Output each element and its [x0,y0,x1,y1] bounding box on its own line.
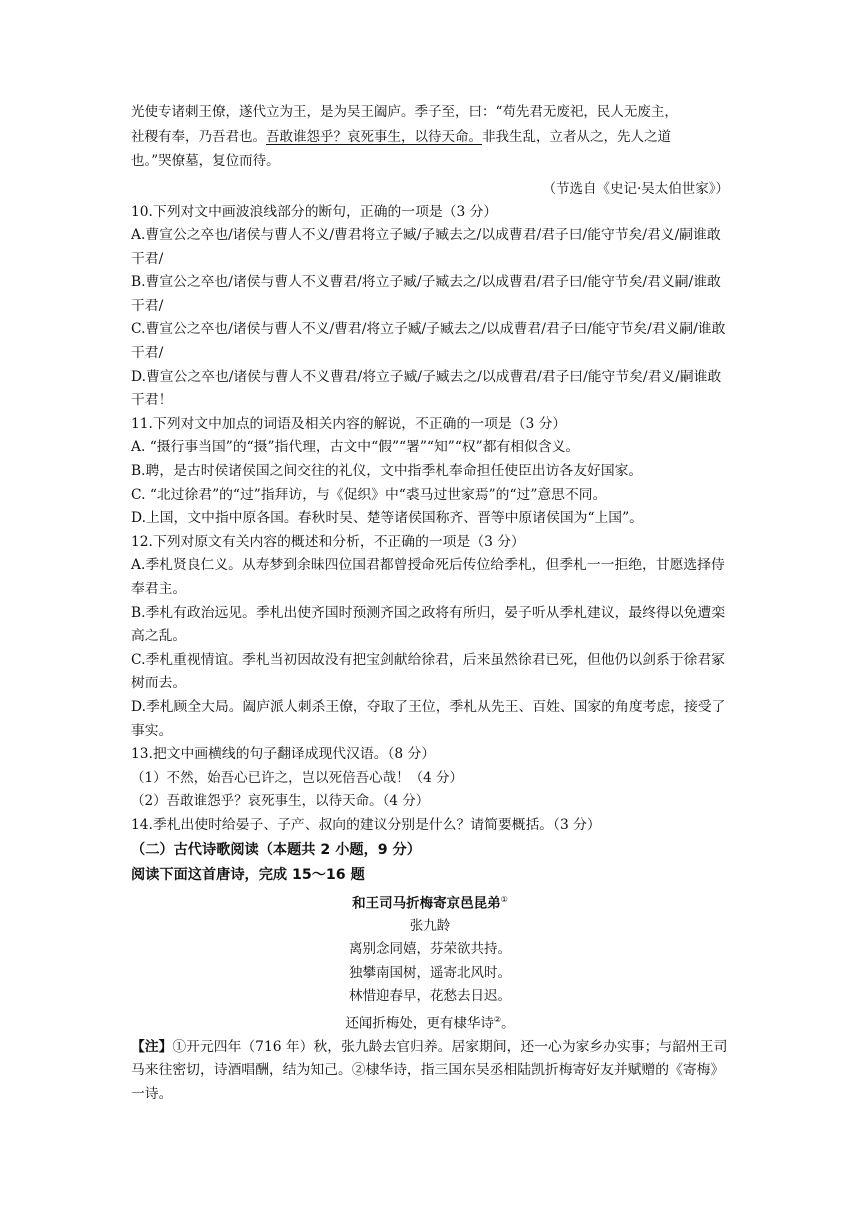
underlined-sentence: 吾敢谁怨乎？哀死事生，以待天命。 [266,128,482,145]
passage-line: 也。”哭僚墓，复位而待。 [131,153,280,169]
poem-title-text: 和王司马折梅寄京邑昆弟 [352,895,501,912]
question-13-sub-1: （1）不然，始吾心已许之，岂以死倍吾心哉！（4 分） [131,769,463,786]
poem-title [131,888,729,916]
question-12-option-a: A.季札贤良仁义。从寿梦到余昧四位国君都曾授命死后传位给季札，但季札一一拒绝，甘愿选择侍奉君主。 [131,557,725,597]
passage-line: 光使专诸刺王僚，遂代立为王，是为吴王阖庐。季子至，曰：“苟先君无废祀，民人无废主， [131,104,678,120]
question-10-option-a: A.曹宣公之卒也/诸侯与曹人不义/曹君将立子臧/子臧去之/以成曹君/君子曰/能守节矣/君义/嗣谁敢干君/ [131,227,721,267]
poem-author: 张九龄 [409,918,451,935]
poem-line: 林惜迎春早，花愁去日迟。 [349,987,511,1004]
poem-line-text: 还闻折梅处，更有棣华诗 [345,1015,494,1032]
section-instruction: 阅读下面这首唐诗，完成 15～16 题 [131,866,365,883]
passage-source: （节选自《史记·吴太伯世家》） [542,180,729,197]
question-11-option-a: A. “摄行事当国”的“摄”指代理，古文中“假”“署”“知”“权”都有相似含义。 [131,439,580,456]
question-12-option-b: B.季札有政治远见。季札出使齐国时预测齐国之政将有所归，晏子听从季札建议，最终得以免遭栾高之乱。 [131,604,725,645]
question-13-sub-2: （2）吾敢谁怨乎？哀死事生，以待天命。（4 分） [131,793,430,810]
question-14-stem: 14.季札出使时给晏子、子产、叔向的建议分别是什么？请简要概括。（3 分） [131,816,601,833]
footnote-mark: ② [493,1015,502,1025]
poem-line-end: 。 [501,1015,515,1032]
note-label: 【注】 [131,1038,173,1055]
section-heading: （二）古代诗歌阅读（本题共 2 小题，9 分） [131,841,421,858]
question-12-option-c: C.季札重视情谊。季札当初因故没有把宝剑献给徐君，后来虽然徐君已死，但他仍以剑系于徐君冢树而去。 [131,651,725,692]
note-text: ①开元四年（716 年）秋，张九龄去官归养。居家期间，还一心为家乡办实事；与韶州王司马来往密切，诗酒唱酬，结为知己。②棣华诗，指三国东吴丞相陆凯折梅寄好友并赋赠的《寄梅》一诗。 [131,1038,728,1102]
poem [131,888,729,1036]
question-10-option-d: D.曹宣公之卒也/诸侯与曹人不义曹君/将立子臧/子臧去之/以成曹君/君子曰/能守节矣/君义/嗣谁敢干君！ [131,368,722,409]
question-10-stem: 10.下列对文中画波浪线部分的断句，正确的一项是（3 分） [131,203,498,220]
footnote-mark: ① [500,894,508,904]
question-11-option-d: D.上国，文中指中原各国。春秋时吴、楚等诸侯国称齐、晋等中原诸侯国为“上国”。 [131,510,643,527]
question-11-option-c: C. “北过徐君”的“过”指拜访，与《促织》中“裘马过世家焉”的“过”意思不同。 [131,486,607,503]
passage-line [131,125,729,150]
passage-text: 非我生乱，立者从之，先人之道 [482,128,671,145]
poem-note [131,1036,729,1107]
question-11-stem: 11.下列对文中加点的词语及相关内容的解说，不正确的一项是（3 分） [131,415,567,432]
question-10-option-c: C.曹宣公之卒也/诸侯与曹人不义/曹君/将立子臧/子臧去之/以成曹君/君子曰/能守节矣/君义嗣/谁敢干君/ [131,321,726,362]
question-13-stem: 13.把文中画横线的句子翻译成现代汉语。（8 分） [131,746,436,763]
question-10-option-b: B.曹宣公之卒也/诸侯与曹人不义曹君/将立子臧/子臧去之/以成曹君/君子曰/能守节矣/君义嗣/谁敢干君/ [131,274,721,314]
passage-text: 社稷有奉，乃吾君也。 [131,128,266,145]
question-12-stem: 12.下列对原文有关内容的概述和分析，不正确的一项是（3 分） [131,533,525,550]
poem-line: 离别念同嬉，芬荣欲共持。 [349,941,511,958]
poem-line: 独攀南国树，遥寄北风时。 [349,964,511,981]
question-12-option-d: D.季札顾全大局。阖庐派人刺杀王僚，夺取了王位，季札从先王、百姓、国家的角度考虑，接受了事实。 [131,698,726,739]
question-11-option-b: B.聘，是古时侯诸侯国之间交往的礼仪，文中指季札奉命担任使臣出访各友好国家。 [131,463,643,480]
passage-excerpt [131,100,729,174]
poem-line [131,1008,729,1036]
